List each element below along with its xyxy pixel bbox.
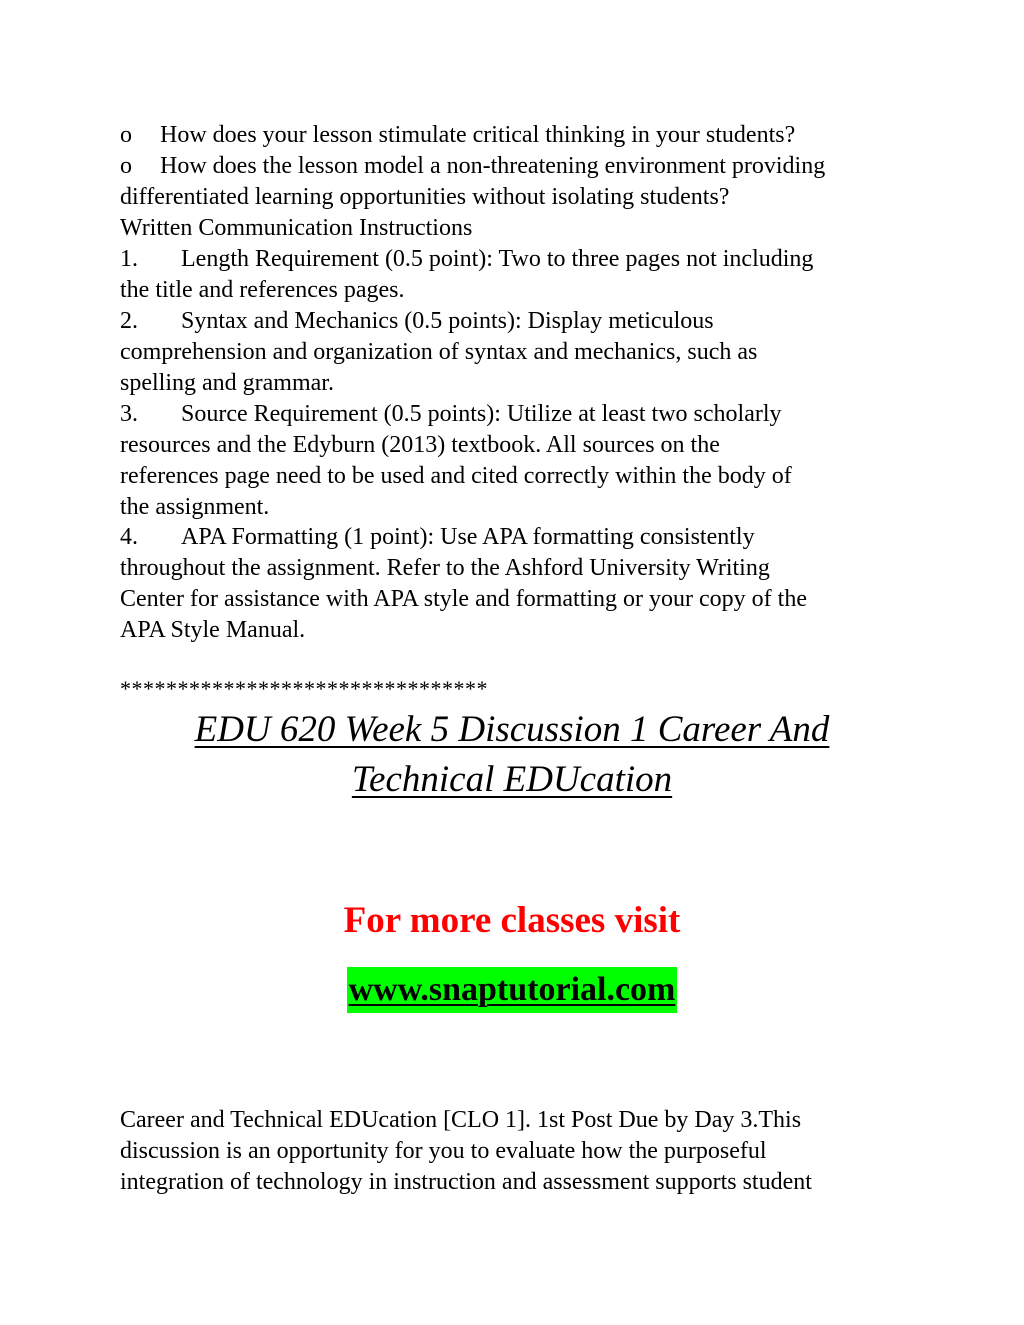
item-continuation: resources and the Edyburn (2013) textbook. All sources on the	[120, 432, 720, 458]
item-continuation: Center for assistance with APA style and formatting or your copy of the	[120, 586, 807, 612]
bullet-marker: o	[120, 153, 132, 179]
item-continuation: comprehension and organization of syntax and mechanics, such as	[120, 339, 758, 365]
item-source-requirement: Source Requirement (0.5 points): Utilize at least two scholarly	[181, 401, 782, 427]
section-heading-line-1: EDU 620 Week 5 Discussion 1 Career And	[194, 709, 830, 750]
website-link[interactable]: www.snaptutorial.com	[347, 967, 678, 1013]
promo-text: For more classes visit	[343, 900, 681, 941]
item-continuation: APA Style Manual.	[120, 617, 306, 643]
instructions-title: Written Communication Instructions	[120, 215, 473, 241]
item-apa-formatting: APA Formatting (1 point): Use APA formatting consistently	[181, 524, 755, 550]
item-continuation: the title and references pages.	[120, 277, 405, 303]
item-number: 3.	[120, 401, 138, 427]
bullet-continuation: differentiated learning opportunities without isolating students?	[120, 184, 730, 210]
item-length-requirement: Length Requirement (0.5 point): Two to three pages not including	[181, 246, 814, 272]
item-continuation: the assignment.	[120, 494, 270, 520]
item-continuation: throughout the assignment. Refer to the Ashford University Writing	[120, 555, 770, 581]
item-continuation: spelling and grammar.	[120, 370, 334, 396]
separator-asterisks: ********************************	[120, 676, 488, 701]
bullet-question-environment: How does the lesson model a non-threatening environment providing	[160, 153, 826, 179]
bullet-marker: o	[120, 122, 132, 148]
body-line-2: discussion is an opportunity for you to evaluate how the purposeful	[120, 1138, 767, 1164]
item-syntax-mechanics: Syntax and Mechanics (0.5 points): Display meticulous	[181, 308, 714, 334]
item-number: 1.	[120, 246, 138, 272]
body-line-1: Career and Technical EDUcation [CLO 1]. 1st Post Due by Day 3.This	[120, 1107, 802, 1133]
item-number: 2.	[120, 308, 138, 334]
section-heading-line-2: Technical EDUcation	[351, 759, 673, 800]
link-container	[0, 967, 1024, 1013]
item-continuation: references page need to be used and cited correctly within the body of	[120, 463, 792, 489]
item-number: 4.	[120, 524, 138, 550]
body-line-3: integration of technology in instruction and assessment supports student	[120, 1169, 812, 1195]
bullet-question-critical-thinking: How does your lesson stimulate critical thinking in your students?	[160, 122, 796, 148]
